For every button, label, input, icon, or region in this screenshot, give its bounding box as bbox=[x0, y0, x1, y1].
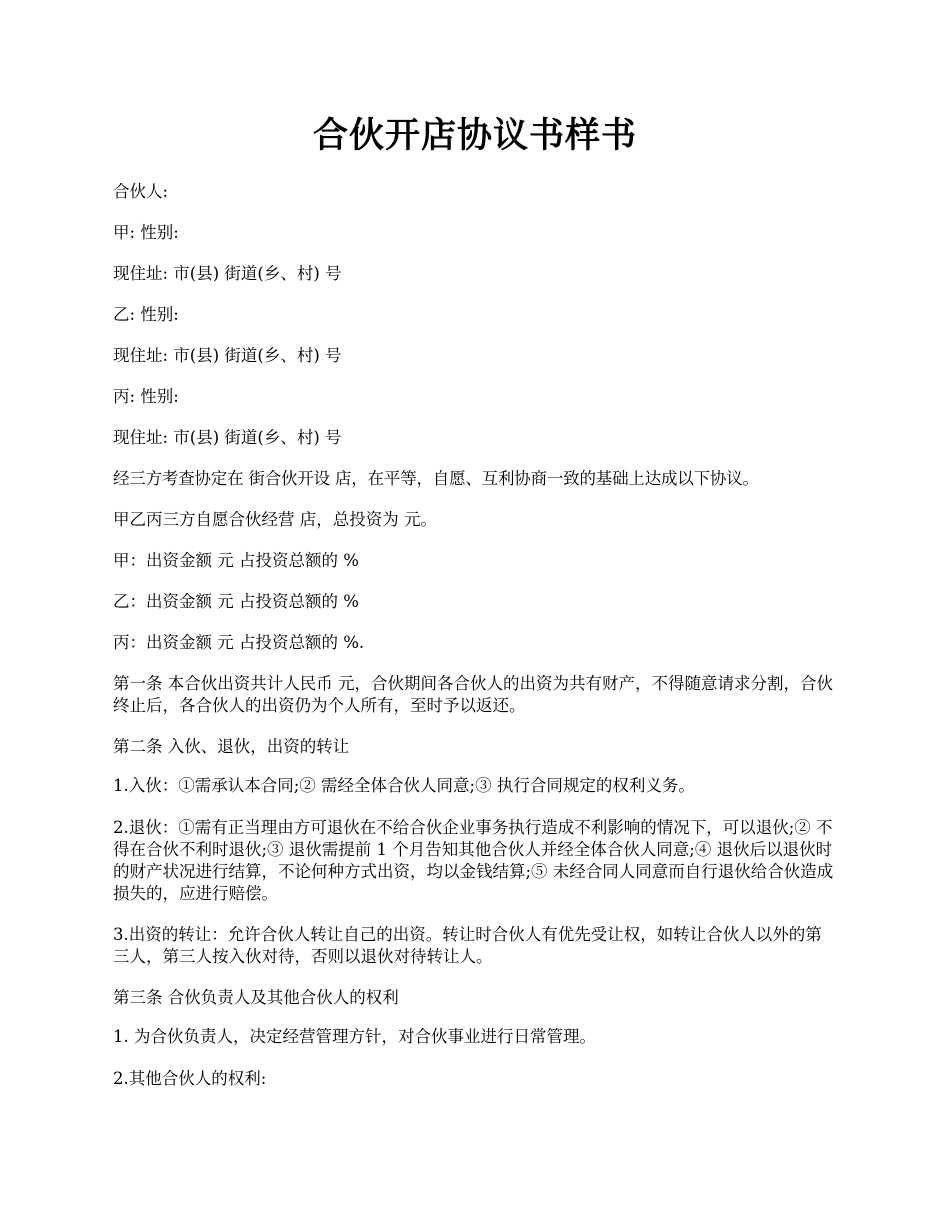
paragraph-article-2-heading: 第二条 入伙、退伙，出资的转让 bbox=[113, 737, 350, 756]
paragraph-party-c-address: 现住址: 市(县) 街道(乡、村) 号 bbox=[113, 428, 342, 447]
document-title: 合伙开店协议书样书 bbox=[312, 116, 637, 156]
paragraph-article-3-heading: 第三条 合伙负责人及其他合伙人的权利 bbox=[113, 988, 399, 1007]
paragraph-party-a-contribution: 甲：出资金额 元 占投资总额的 % bbox=[113, 551, 359, 570]
paragraph-partners: 合伙人: bbox=[113, 182, 169, 201]
paragraph-article-1: 第一条 本合伙出资共计人民币 元，合伙期间各合伙人的出资为共有财产，不得随意请求分割，合伙终止后，各合伙人的出资仍为个人所有，至时予以返还。 bbox=[113, 674, 833, 715]
paragraph-party-c-gender: 丙: 性别: bbox=[113, 387, 179, 406]
paragraph-party-a-address: 现住址: 市(县) 街道(乡、村) 号 bbox=[113, 264, 342, 283]
paragraph-transfer: 3.出资的转让：允许合伙人转让自己的出资。转让时合伙人有优先受让权，如转让合伙人以外的第三人，第三人按入伙对待，否则以退伙对待转让人。 bbox=[113, 925, 822, 966]
paragraph-party-b-gender: 乙: 性别: bbox=[113, 305, 179, 324]
paragraph-total-investment: 甲乙丙三方自愿合伙经营 店，总投资为 元。 bbox=[113, 510, 437, 529]
paragraph-preamble: 经三方考查协定在 街合伙开设 店，在平等，自愿、互利协商一致的基础上达成以下协议。 bbox=[113, 469, 759, 488]
paragraph-party-c-contribution: 丙：出资金额 元 占投资总额的 %. bbox=[113, 633, 365, 652]
paragraph-party-a-gender: 甲: 性别: bbox=[113, 223, 179, 242]
paragraph-party-b-contribution: 乙：出资金额 元 占投资总额的 % bbox=[113, 592, 359, 611]
paragraph-withdrawal: 2.退伙：①需有正当理由方可退伙在不给合伙企业事务执行造成不利影响的情况下，可以退伙;② 不得在合伙不利时退伙;③ 退伙需提前 1 个月告知其他合伙人并经全体合伙人同意;④ 退伙后以退伙时的财产状况进行结算，不论何种方式出资，均以金钱结算;⑤ 未经合同人同意而自行退伙给合伙造成损失的，应进行赔偿。 bbox=[113, 818, 834, 903]
paragraph-joining: 1.入伙：①需承认本合同;② 需经全体合伙人同意;③ 执行合同规定的权利义务。 bbox=[113, 776, 695, 795]
paragraph-manager: 1. 为合伙负责人，决定经营管理方针，对合伙事业进行日常管理。 bbox=[113, 1027, 596, 1046]
paragraph-other-rights: 2.其他合伙人的权利: bbox=[113, 1069, 267, 1088]
paragraph-party-b-address: 现住址: 市(县) 街道(乡、村) 号 bbox=[113, 346, 342, 365]
